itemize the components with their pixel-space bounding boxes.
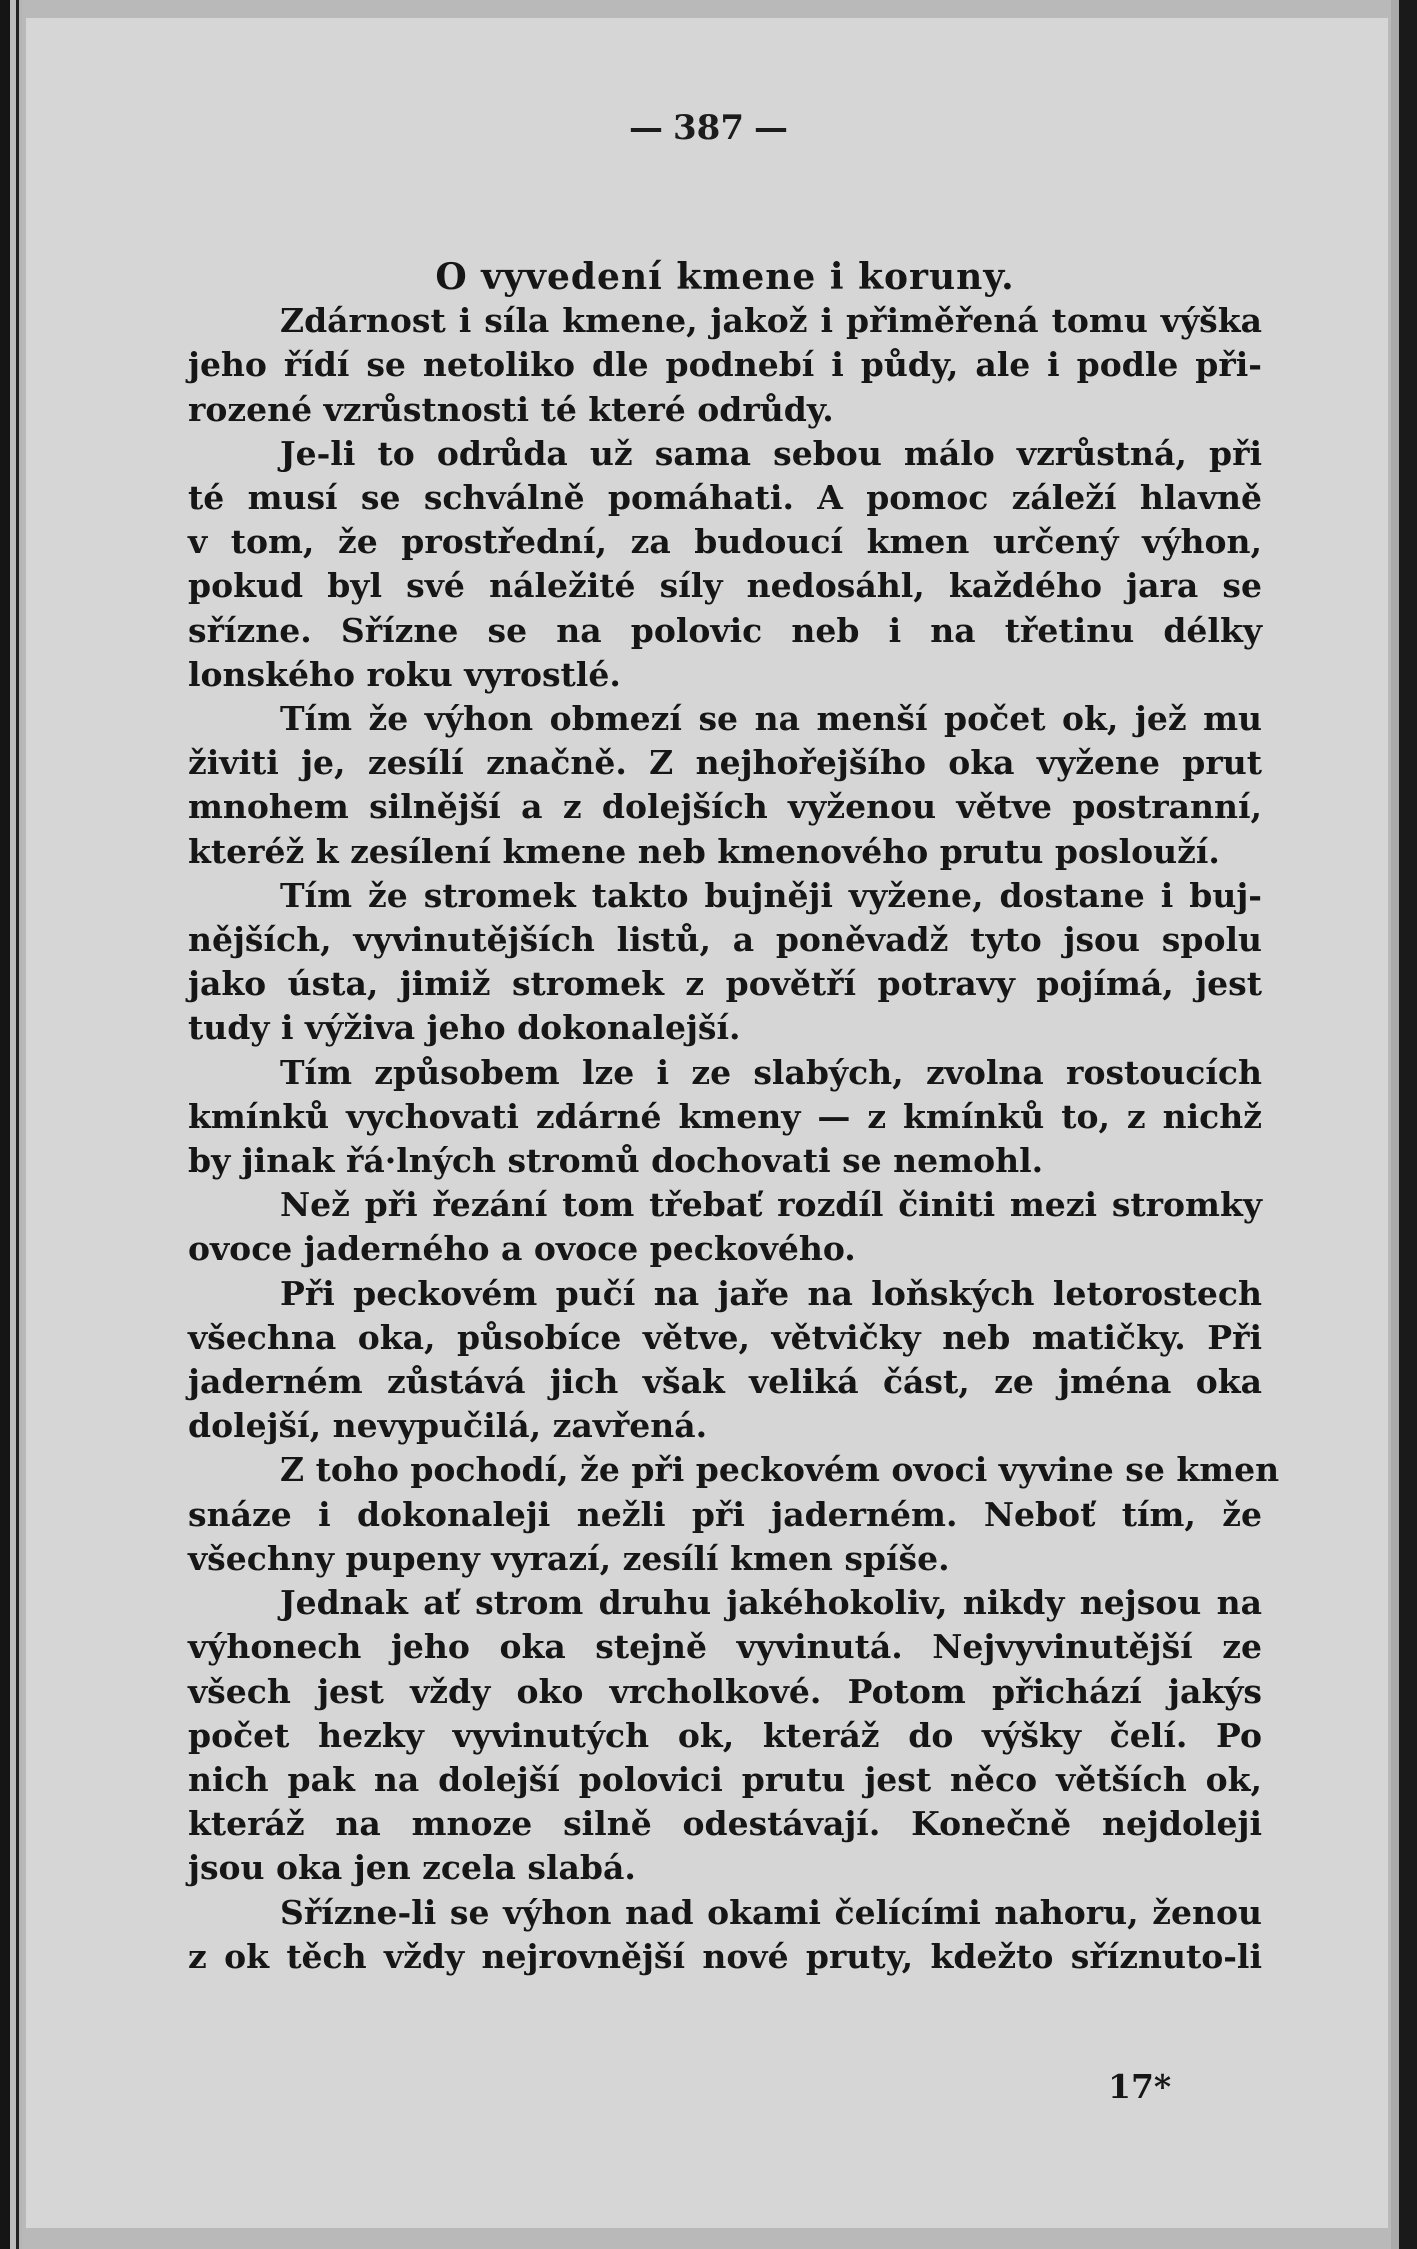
paragraph-2 <box>188 432 1262 697</box>
text-line: Tím způsobem lze i ze slabých, zvolna rostoucích <box>280 1052 1262 1092</box>
page-header: — 387 — <box>629 108 788 148</box>
text-line: sřízne. Sřízne se na polovic neb i na třetinu délky <box>188 610 1262 650</box>
text-line: Tím že výhon obmezí se na menší počet ok, jež mu <box>280 699 1262 739</box>
text-line: té musí se schválně pomáhati. A pomoc záleží hlavně <box>188 478 1262 518</box>
paragraph-1 <box>188 299 1262 432</box>
text-line: tudy i výživa jeho dokonalejší. <box>188 1008 741 1048</box>
section-title: O vyvedení kmene i koruny. <box>435 256 1015 298</box>
text-line: nějších, vyvinutějších listů, a poněvadž tyto jsou spolu <box>188 920 1262 960</box>
text-line: z ok těch vždy nejrovnější nové pruty, kdežto sříznuto-li <box>188 1936 1262 1976</box>
paragraph-4 <box>188 874 1262 1051</box>
text-line: všechna oka, působíce větve, větvičky neb matičky. Při <box>188 1317 1262 1357</box>
text-line: všech jest vždy oko vrcholkové. Potom přichází jakýs <box>188 1671 1262 1711</box>
text-line: pokud byl své náležité síly nedosáhl, každého jara se <box>188 566 1262 606</box>
paragraph-6 <box>188 1183 1262 1271</box>
paragraph-7 <box>188 1272 1262 1449</box>
text-line: lonského roku vyrostlé. <box>188 654 621 694</box>
text-line: Z toho pochodí, že při peckovém ovoci vyvine se kmen <box>280 1450 1280 1490</box>
text-line: Než při řezání tom třebať rozdíl činiti mezi stromky <box>280 1185 1262 1225</box>
text-line: Jednak ať strom druhu jakéhokoliv, nikdy nejsou na <box>280 1583 1262 1623</box>
text-line: jaderném zůstává jich však veliká část, ze jména oka <box>188 1362 1262 1402</box>
paragraph-9 <box>188 1581 1262 1890</box>
text-line: v tom, že prostřední, za budoucí kmen určený výhon, <box>188 522 1262 562</box>
text-line: počet hezky vyvinutých ok, kteráž do výšky čelí. Po <box>188 1715 1262 1755</box>
page-number: 387 <box>673 108 744 148</box>
text-line: výhonech jeho oka stejně vyvinutá. Nejvyvinutější ze <box>188 1627 1262 1667</box>
paragraph-8 <box>188 1448 1280 1581</box>
text-line: nich pak na dolejší polovici prutu jest něco větších ok, <box>188 1759 1262 1799</box>
text-line: všechny pupeny vyrazí, zesílí kmen spíše. <box>188 1538 950 1578</box>
text-line: živiti je, zesílí značně. Z nejhořejšího oka vyžene prut <box>188 743 1262 783</box>
text-line: kteréž k zesílení kmene neb kmenového prutu poslouží. <box>188 831 1220 871</box>
left-binding-edge <box>0 0 22 2249</box>
text-line: by jinak řá·lných stromů dochovati se nemohl. <box>188 1141 1044 1181</box>
text-line: jako ústa, jimiž stromek z povětří potravy pojímá, jest <box>188 964 1262 1004</box>
text-line: dolejší, nevypučilá, zavřená. <box>188 1406 708 1446</box>
text-line: kmínků vychovati zdárné kmeny — z kmínků to, z nichž <box>188 1096 1262 1136</box>
printer-signature-mark: 17* <box>1108 2067 1172 2106</box>
text-line: jsou oka jen zcela slabá. <box>188 1848 636 1888</box>
text-line: kteráž na mnoze silně odestávají. Konečně nejdoleji <box>188 1804 1262 1844</box>
text-line: snáze i dokonaleji nežli při jaderném. Neboť tím, že <box>188 1494 1262 1534</box>
text-line: Je-li to odrůda už sama sebou málo vzrůstná, při <box>280 433 1262 473</box>
text-line: Zdárnost i síla kmene, jakož i přiměřená tomu výška <box>280 301 1262 341</box>
text-line: Sřízne-li se výhon nad okami čelícími nahoru, ženou <box>280 1892 1262 1932</box>
paragraph-5 <box>188 1051 1262 1184</box>
paragraph-10 <box>188 1891 1262 1979</box>
text-line: Při peckovém pučí na jaře na loňských letorostech <box>280 1273 1262 1313</box>
text-line: ovoce jaderného a ovoce peckového. <box>188 1229 856 1269</box>
paragraph-3 <box>188 697 1262 874</box>
text-line: jeho řídí se netoliko dle podnebí i půdy, ale i podle při- <box>188 345 1262 385</box>
page-text-block <box>188 255 1280 1979</box>
text-line: rozené vzrůstnosti té které odrůdy. <box>188 389 834 429</box>
right-scan-edge <box>1391 0 1417 2249</box>
text-line: mnohem silnější a z dolejších vyženou větve postranní, <box>188 787 1262 827</box>
text-line: Tím že stromek takto bujněji vyžene, dostane i buj- <box>280 875 1262 915</box>
